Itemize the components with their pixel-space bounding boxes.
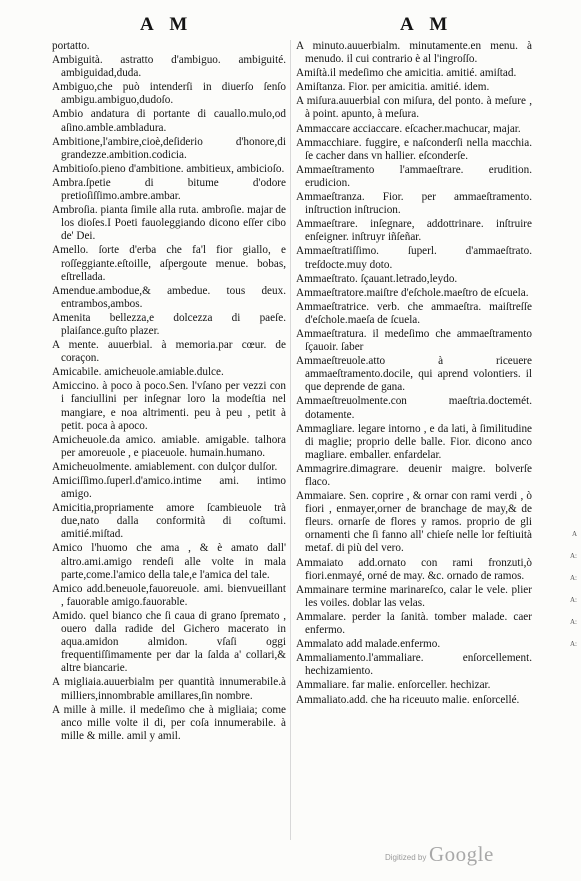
dictionary-entry: Ambitione,l'ambire,cioè,deſiderio d'honore,di grandezze.ambition.codicia. bbox=[52, 135, 286, 161]
gutter-letter-mark: A: bbox=[570, 618, 577, 626]
dictionary-entry: Ammaeſtratrice. verb. che ammaeſtra. maiſtreſſe d'eſchole.maeſa de ſcuela. bbox=[296, 300, 532, 326]
dictionary-entry: Ammaliato.add. che ha riceuuto malie. enſorcellé. bbox=[296, 693, 520, 706]
left-column bbox=[52, 40, 286, 744]
dictionary-entry: portatto. bbox=[52, 40, 90, 52]
right-column bbox=[296, 40, 532, 708]
running-head-right: A M bbox=[400, 14, 454, 35]
dictionary-entry: Amendue.ambodue,& ambedue. tous deux. entrambos,ambos. bbox=[52, 284, 286, 310]
dictionary-entry: Amico add.beneuole,fauoreuole. ami. bienvueillant , fauorable amigo.fauorable. bbox=[52, 582, 286, 608]
dictionary-entry: Ambiguo,che può intenderſi in diuerſo ſenſo ambigu.ambiguo,dudoſo. bbox=[52, 81, 286, 107]
dictionary-entry: Ammaliare. far malie. enſorceller. hechizar. bbox=[296, 679, 491, 692]
dictionary-entry: Ammaeſtreuolmente.con maeſtria.doctemét. dotamente. bbox=[296, 395, 532, 421]
dictionary-entry: Ammaccare acciaccare. eſcacher.machucar, majar. bbox=[296, 122, 521, 135]
dictionary-entry: Ammaeſtrato. ſçauant.letrado,leydo. bbox=[296, 272, 458, 285]
column-divider bbox=[290, 40, 291, 840]
gutter-letter-mark: A bbox=[571, 530, 577, 538]
dictionary-entry: Ammagliare. legare intorno , e da lati, à ſimilitudine di maglie; proprio delle balle. Fior. dicono anco magliare. emballer. enfardelar. bbox=[296, 422, 532, 461]
dictionary-entry: A minuto.auuerbialm. minutamente.en menu. à menudo. il cui contrario è al l'ingroſſo. bbox=[296, 40, 532, 66]
gutter-letter-mark: A: bbox=[570, 574, 577, 582]
dictionary-entry: Ammaliamento.l'ammaliare. enſorcellement. hechizamiento. bbox=[296, 652, 532, 678]
dictionary-entry: Amiccino. à poco à poco.Sen. l'vſano per vezzi con i fanciullini per inſegnar loro la modeſtia nel mangiare, e noa altrimenti. peu à peu , petit à petit. poca à apoco. bbox=[52, 380, 286, 432]
dictionary-entry: Ammacchiare. fuggire, e naſconderſi nella macchia. ſe cacher dans vn hallier. eſconderſe. bbox=[296, 136, 532, 162]
dictionary-entry: Amicheuole.da amico. amiable. amigable. talhora per amoreuole , e piaceuole. humain.humano. bbox=[52, 433, 286, 459]
dictionary-entry: Ammainare termine marinareſco, calar le vele. plier les voiles. doblar las velas. bbox=[296, 583, 532, 609]
dictionary-entry: A migliaia.auuerbialm per quantità innumerabile.à milliers,innombrable amillares,ſin nombre. bbox=[52, 676, 286, 702]
dictionary-entry: Ambiguità. astratto d'ambiguo. ambiguité. ambiguidad,duda. bbox=[52, 54, 286, 80]
dictionary-entry: Amicabile. amicheuole.amiable.dulce. bbox=[52, 366, 224, 379]
dictionary-entry: Amenita bellezza,e dolcezza di paeſe. plaiſance.guſto plazer. bbox=[52, 311, 286, 337]
dictionary-entry: Ammaeſtratura. il medeſimo che ammaeſtramento ſçauoir. ſaber bbox=[296, 327, 532, 354]
dictionary-entry: Ammaeſtratore.maiſtre d'eſchole.maeſtro de eſcuela. bbox=[296, 286, 529, 299]
dictionary-entry: Amido. quel bianco che ſi caua di grano ſpremato , ouero dalla radide del Gichero macerato in aqua.amidon almidon. vſaſi oggi frequentiſſimamente per dar la ſalda a' collari,& altre biancarie. bbox=[52, 609, 286, 675]
dictionary-entry: Ammagrire.dimagrare. deuenir maigre. bolverſe flaco. bbox=[296, 462, 532, 488]
dictionary-entry: Ammaeſtratiſſimo. ſuperl. d'ammaeſtrato. treſdocte.muy doto. bbox=[296, 245, 532, 271]
dictionary-entry: Amello. ſorte d'erba che fa'l fior giallo, e roſſeggiante.eſtoille, aſpergoute menue. bobas, eſtrellada. bbox=[52, 244, 286, 283]
dictionary-entry: Ambitioſo.pieno d'ambitione. ambitieux, ambicioſo. bbox=[52, 162, 285, 175]
dictionary-entry: Amicheuolmente. amiablement. con dulçor dulſor. bbox=[52, 460, 278, 473]
dictionary-entry: Amiciſſimo.ſuperl.d'amico.intime ami. intimo amigo. bbox=[52, 475, 286, 501]
dictionary-entry: Amiſtà.il medeſimo che amicitia. amitié. amiſtad. bbox=[296, 67, 517, 80]
dictionary-entry: Ambroſia. pianta ſimile alla ruta. ambroſie. majar de los dioſes.I Poeti fauoleggiando dicono eſſer cibo de' Dei. bbox=[52, 204, 286, 243]
dictionary-entry: A mente. auuerbial. à memoria.par cœur. de coraçon. bbox=[52, 339, 286, 365]
dictionary-entry: Ammaeſtrare. inſegnare, addottrinare. inſtruire enſeigner. inſtruyr iñſeñar. bbox=[296, 218, 532, 244]
dictionary-entry: Ammaeſtramento l'ammaeſtrare. erudition. erudicion. bbox=[296, 163, 532, 189]
adjacent-page-gutter bbox=[557, 530, 581, 660]
dictionary-entry: Ambra.ſpetie di bitume d'odore pretioſiſſimo.ambre.ambar. bbox=[52, 176, 286, 203]
running-head-left: A M bbox=[140, 14, 194, 35]
gutter-letter-mark: A: bbox=[570, 552, 577, 560]
gutter-letter-mark: A: bbox=[570, 640, 577, 648]
dictionary-entry: Amiſtanza. Fior. per amicitia. amitié. idem. bbox=[296, 81, 490, 94]
dictionary-entry: A miſura.auuerbial con miſura, del ponto. à meſure , à point. apunto, à meſura. bbox=[296, 95, 532, 121]
page-header bbox=[0, 14, 581, 38]
dictionary-entry: Ammaeſtreuole.atto à riceuere ammaeſtramento.docile, qui aprend volontiers. il que deprende de gana. bbox=[296, 355, 532, 394]
digitization-watermark bbox=[385, 842, 555, 870]
dictionary-entry: Ammalare. perder la ſanità. tomber malade. caer enfermo. bbox=[296, 610, 532, 637]
gutter-letter-mark: A: bbox=[570, 596, 577, 604]
google-logo: Google bbox=[429, 842, 494, 866]
dictionary-entry: Amico l'huomo che ama , & è amato dall' altro.ami.amigo rendeſi alle volte in mala parte,come.l'amico della tale,e l'amica del tale. bbox=[52, 542, 286, 581]
digitized-by-text: Digitized by bbox=[385, 853, 427, 862]
dictionary-entry: A mille à mille. il medeſimo che à migliaia; come anco mille volte il di, per coſa innumerabile. à mille & mille. amil y amil. bbox=[52, 703, 286, 742]
dictionary-entry: Ammaeſtranza. Fior. per ammaeſtramento. inſtruction inſtrucion. bbox=[296, 191, 532, 217]
dictionary-entry: Ammaiare. Sen. coprire , & ornar con rami verdi , ò fiori , enmayer,orner de branchage de may,& de fleurs. ornarſe de flores y ramos. proprio de gli ornamenti che ſi fanno all' chieſe nelle lor feſtiuità metaf. di più del vero. bbox=[296, 490, 532, 555]
dictionary-entry: Amicitia,propriamente amore ſcambieuole trà due,nato dalla conformità di coſtumi. amitié.miſtad. bbox=[52, 502, 286, 541]
dictionary-entry: Ambio andatura di portante di cauallo.mulo,od aſino.amble.ambladura. bbox=[52, 108, 286, 134]
dictionary-entry: Ammalato add malade.enfermo. bbox=[296, 638, 441, 651]
dictionary-entry: Ammaiato add.ornato con rami fronzuti,ò fiori.enmayé, orné de may. &c. ornado de ramos. bbox=[296, 556, 532, 582]
